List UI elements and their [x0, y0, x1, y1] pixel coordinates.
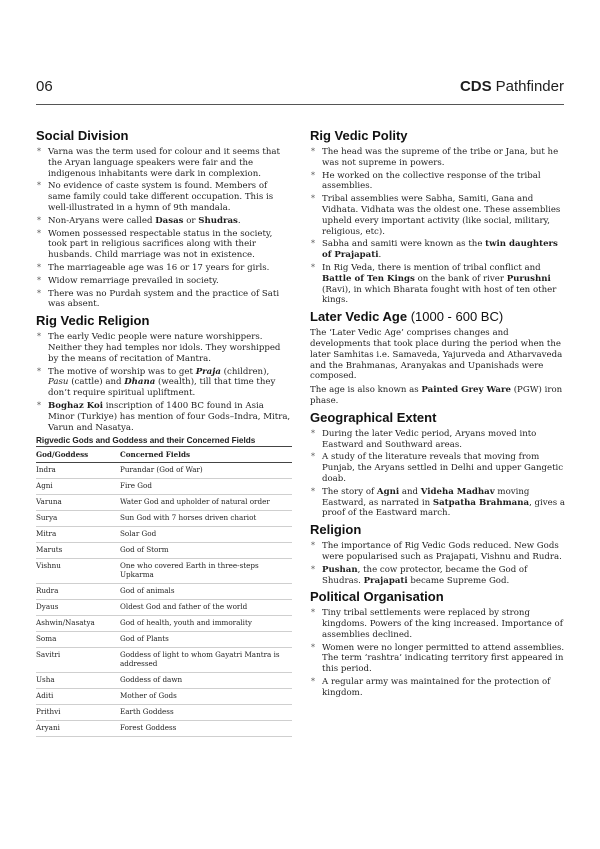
gods-table-col-field: Concerned Fields: [120, 447, 292, 463]
political-organisation-heading: Political Organisation: [310, 589, 444, 605]
list-item: * The importance of Rig Vedic Gods reduced. New Gods were popularised such as Prajapati, Vishnu and Rudra.: [310, 541, 568, 563]
list-item: * A regular army was maintained for the protection of kingdom.: [310, 677, 568, 699]
religion-list: [310, 541, 568, 586]
rig-vedic-polity-heading: Rig Vedic Polity: [310, 128, 408, 143]
god-name-cell: Dyaus: [36, 600, 120, 616]
list-item: * Sabha and samiti were known as the twin daughters of Prajapati.: [310, 239, 568, 261]
list-item: * The marriageable age was 16 or 17 years for girls.: [36, 263, 292, 274]
list-item: * Women possessed respectable status in the society, took part in religious sacrifices along with their husbands. Child marriage was not in existence.: [36, 229, 292, 261]
table-row: [36, 648, 292, 673]
list-item: * Women were no longer permitted to attend assemblies. The term ‘rashtra’ indicating territory first appeared in this period.: [310, 643, 568, 675]
god-name-cell: Agni: [36, 479, 120, 495]
list-item: * In Rig Veda, there is mention of tribal conflict and Battle of Ten Kings on the bank of river Purushni (Ravi), in which Bharata fought with host of ten other kings.: [310, 263, 568, 306]
later-vedic-age-heading: [310, 309, 568, 325]
concerned-field-cell: God of animals: [120, 584, 292, 600]
brand-text: Pathfinder: [495, 78, 564, 95]
list-item: * The motive of worship was to get Praja (children), Pasu (cattle) and Dhana (wealth), till that time they don’t require spiritual upliftment.: [36, 367, 292, 399]
later-vedic-age-para-2: The age is also known as Painted Grey Ware (PGW) iron phase.: [310, 385, 563, 406]
page-header: [36, 72, 564, 102]
gods-table-header-row: [36, 447, 292, 463]
table-row: [36, 673, 292, 689]
concerned-field-cell: Forest Goddess: [120, 721, 292, 737]
table-row: [36, 495, 292, 511]
list-item: * A study of the literature reveals that moving from Punjab, the Aryans settled in Delhi and upper Gangetic doab.: [310, 452, 568, 484]
table-row: [36, 543, 292, 559]
god-name-cell: Mitra: [36, 527, 120, 543]
concerned-field-cell: Mother of Gods: [120, 689, 292, 705]
concerned-field-cell: Goddess of light to whom Gayatri Mantra is addressed: [120, 648, 292, 673]
brand-logo: [460, 78, 564, 95]
table-row: [36, 527, 292, 543]
god-name-cell: Prithvi: [36, 705, 120, 721]
god-name-cell: Varuna: [36, 495, 120, 511]
concerned-field-cell: Goddess of dawn: [120, 673, 292, 689]
gods-table-title: Rigvedic Gods and Goddess and their Concerned Fields: [36, 436, 256, 446]
list-item: * Tiny tribal settlements were replaced by strong kingdoms. Powers of the king increased. Importance of assemblies declined.: [310, 608, 568, 640]
table-row: [36, 511, 292, 527]
left-column: [36, 128, 292, 737]
concerned-field-cell: Solar God: [120, 527, 292, 543]
social-division-list: [36, 147, 292, 310]
later-vedic-age-title: Later Vedic Age: [310, 309, 408, 325]
list-item: * Widow remarriage prevailed in society.: [36, 276, 292, 287]
rig-vedic-religion-list: [36, 332, 292, 433]
page-number: 06: [36, 78, 53, 95]
list-item: * Boghaz Koi inscription of 1400 BC found in Asia Minor (Turkiye) has mention of four Gods–Indra, Mitra, Varun and Nasatya.: [36, 401, 292, 433]
god-name-cell: Soma: [36, 632, 120, 648]
god-name-cell: Usha: [36, 673, 120, 689]
table-row: [36, 479, 292, 495]
god-name-cell: Aditi: [36, 689, 120, 705]
god-name-cell: Aryani: [36, 721, 120, 737]
later-vedic-age-para-1: The ‘Later Vedic Age’ comprises changes and developments that took place during the period when the later Samhitas i.e. Samaveda, Yajurveda and Atharvaveda and the Brahmanas, Aranyakas and Upanishads were composed.: [310, 328, 563, 382]
table-row: [36, 721, 292, 737]
god-name-cell: Maruts: [36, 543, 120, 559]
political-organisation-list: [310, 608, 568, 698]
rig-vedic-polity-list: [310, 147, 568, 306]
table-row: [36, 705, 292, 721]
concerned-field-cell: Sun God with 7 horses driven chariot: [120, 511, 292, 527]
concerned-field-cell: Water God and upholder of natural order: [120, 495, 292, 511]
concerned-field-cell: God of health, youth and immorality: [120, 616, 292, 632]
concerned-field-cell: One who covered Earth in three-steps Upkarma: [120, 559, 292, 584]
god-name-cell: Vishnu: [36, 559, 120, 584]
rig-vedic-religion-heading: Rig Vedic Religion: [36, 313, 150, 329]
table-row: [36, 463, 292, 479]
table-row: [36, 600, 292, 616]
header-divider: [36, 104, 564, 105]
list-item: * Non-Aryans were called Dasas or Shudras.: [36, 216, 292, 227]
concerned-field-cell: God of Plants: [120, 632, 292, 648]
list-item: * He worked on the collective response of the tribal assemblies.: [310, 171, 568, 193]
list-item: * The head was the supreme of the tribe or Jana, but he was not supreme in powers.: [310, 147, 568, 169]
table-row: [36, 689, 292, 705]
god-name-cell: Rudra: [36, 584, 120, 600]
table-row: [36, 616, 292, 632]
right-column: [310, 128, 568, 702]
god-name-cell: Surya: [36, 511, 120, 527]
table-row: [36, 632, 292, 648]
concerned-field-cell: Earth Goddess: [120, 705, 292, 721]
later-vedic-age-dates: (1000 - 600 BC): [410, 309, 504, 325]
god-name-cell: Savitri: [36, 648, 120, 673]
gods-table-body: [36, 463, 292, 737]
concerned-field-cell: God of Storm: [120, 543, 292, 559]
gods-table: [36, 446, 292, 737]
concerned-field-cell: Fire God: [120, 479, 292, 495]
list-item: * No evidence of caste system is found. Members of same family could take different occupation. This is well-illustrated in a hymn of 9th mandala.: [36, 181, 292, 213]
list-item: * Varna was the term used for colour and it seems that the Aryan language speakers were fair and the indigenous inhabitants were dark in complexion.: [36, 147, 292, 179]
table-row: [36, 559, 292, 584]
brand-bold: CDS: [459, 78, 492, 95]
list-item: * Tribal assemblies were Sabha, Samiti, Gana and Vidhata. Vidhata was the oldest one. These assemblies upheld every important activity (like social, military, religious, etc).: [310, 194, 568, 237]
god-name-cell: Ashwin/Nasatya: [36, 616, 120, 632]
god-name-cell: Indra: [36, 463, 120, 479]
list-item: * The story of Agni and Videha Madhav moving Eastward, as narrated in Satpatha Brahmana, gives a proof of the Eastward march.: [310, 487, 568, 519]
religion-heading: Religion: [310, 522, 362, 538]
social-division-heading: Social Division: [36, 128, 129, 143]
table-row: [36, 584, 292, 600]
list-item: * There was no Purdah system and the practice of Sati was absent.: [36, 289, 292, 311]
list-item: * During the later Vedic period, Aryans moved into Eastward and Southward areas.: [310, 429, 568, 451]
gods-table-col-god: God/Goddess: [36, 447, 120, 463]
geographical-extent-heading: Geographical Extent: [310, 409, 437, 425]
concerned-field-cell: Purandar (God of War): [120, 463, 292, 479]
geographical-extent-list: [310, 429, 568, 519]
concerned-field-cell: Oldest God and father of the world: [120, 600, 292, 616]
list-item: * Pushan, the cow protector, became the God of Shudras. Prajapati became Supreme God.: [310, 565, 568, 587]
list-item: * The early Vedic people were nature worshippers. Neither they had temples nor idols. They worshipped by the means of recitation of Mantra.: [36, 332, 292, 364]
